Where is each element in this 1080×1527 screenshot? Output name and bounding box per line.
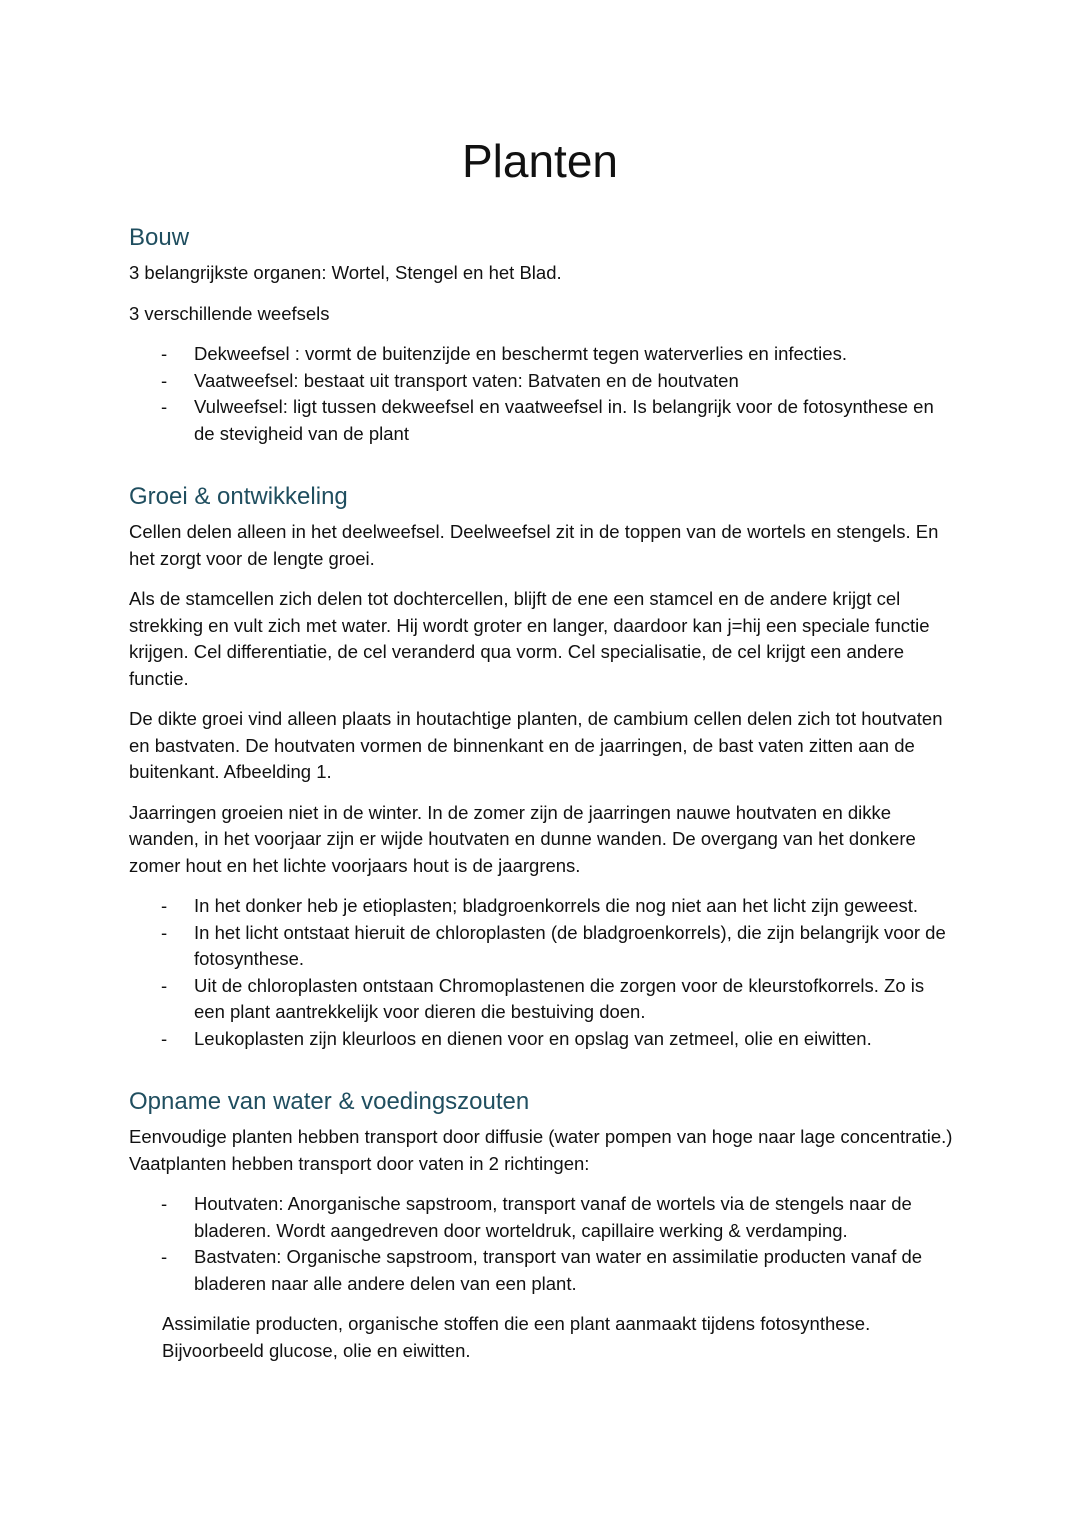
paragraph: Jaarringen groeien niet in de winter. In de zomer zijn de jaarringen nauwe houtvaten en dikke wanden, in het voorjaar zijn er wijde houtvaten en dunne wanden. De overgang van het donkere zomer hout en het lichte voorjaars hout is de jaargrens. [129, 801, 916, 876]
dash-bullet: - [161, 1193, 168, 1214]
paragraph: Als de stamcellen zich delen tot dochtercellen, blijft de ene een stamcel en de andere krijgt cel strekking en vult zich met water. Hij wordt groter en langer, daardoor kan j=hij een speciale functie krijgen. Cel differentiatie, de cel veranderd qua vorm. Cel specialisatie, de cel krijgt een andere functie. [129, 588, 930, 689]
dash-bullet: - [161, 974, 168, 996]
paragraph: Eenvoudige planten hebben transport door diffusie (water pompen van hoge naar lage concentratie.) Vaatplanten hebben transport door vaten in 2 richtingen: [129, 1126, 953, 1174]
section-heading-groei: Groei & ontwikkeling [129, 483, 348, 510]
section-heading-bouw: Bouw [129, 224, 190, 251]
list-item [129, 1191, 959, 1244]
section-heading-opname: Opname van water & voedingszouten [129, 1088, 530, 1115]
list-item-text: Houtvaten: Anorganische sapstroom, transport vanaf de wortels via de stengels naar de bladeren. Wordt aangedreven door worteldruk, capillaire werking & verdamping. [194, 1193, 912, 1241]
page-title: Planten [461, 135, 618, 187]
document-content [129, 222, 959, 1378]
list-item-text: Bastvaten: Organische sapstroom, transport van water en assimilatie producten vanaf de bladeren naar alle andere delen van een plant. [194, 1246, 923, 1294]
dash-bullet: - [161, 921, 168, 943]
list-item-text: Vulweefsel: ligt tussen dekweefsel en vaatweefsel in. Is belangrijk voor de fotosynthese en de stevigheid van de plant [194, 396, 934, 444]
section-opname [129, 1086, 959, 1364]
dash-bullet: - [161, 343, 168, 364]
list-item-text: Dekweefsel : vormt de buitenzijde en beschermt tegen waterverlies en infecties. [194, 343, 847, 364]
paragraph: 3 verschillende weefsels [129, 302, 330, 324]
dash-bullet: - [161, 369, 168, 391]
dash-bullet: - [161, 1246, 168, 1267]
bullet-list [129, 893, 959, 1052]
dash-bullet: - [161, 895, 168, 916]
paragraph: De dikte groei vind alleen plaats in houtachtige planten, de cambium cellen delen zich tot houtvaten en bastvaten. De houtvaten vormen de binnenkant en de jaarringen, de bast vaten zitten aan de buitenkant. Afbeelding 1. [129, 708, 943, 782]
list-item [129, 893, 959, 920]
section-bouw [129, 222, 959, 447]
list-item-text: Leukoplasten zijn kleurloos en dienen voor en opslag van zetmeel, olie en eiwitten. [194, 1027, 872, 1049]
section-groei [129, 481, 959, 1052]
list-item [129, 1026, 959, 1053]
list-item-text: Vaatweefsel: bestaat uit transport vaten: Batvaten en de houtvaten [194, 369, 739, 391]
list-item [129, 920, 959, 973]
list-item [129, 368, 959, 395]
list-item-text: In het licht ontstaat hieruit de chloroplasten (de bladgroenkorrels), die zijn belangrijk voor de fotosynthese. [194, 921, 946, 969]
list-item [129, 1244, 959, 1297]
list-item [129, 973, 959, 1026]
list-item-text: Uit de chloroplasten ontstaan Chromoplastenen die zorgen voor de kleurstofkorrels. Zo is een plant aantrekkelijk voor dieren die bestuiving doen. [194, 974, 925, 1022]
list-item-text: In het donker heb je etioplasten; bladgroenkorrels die nog niet aan het licht zijn geweest. [194, 895, 919, 916]
paragraph: Cellen delen alleen in het deelweefsel. Deelweefsel zit in de toppen van de wortels en stengels. En het zorgt voor de lengte groei. [129, 521, 939, 569]
list-item [129, 341, 959, 368]
dash-bullet: - [161, 396, 168, 417]
paragraph: 3 belangrijkste organen: Wortel, Stengel en het Blad. [129, 262, 562, 283]
list-item [129, 394, 959, 447]
indented-paragraph: Assimilatie producten, organische stoffen die een plant aanmaakt tijdens fotosynthese. Bijvoorbeeld glucose, olie en eiwitten. [162, 1313, 871, 1361]
bullet-list [129, 1191, 959, 1297]
bullet-list [129, 341, 959, 447]
dash-bullet: - [161, 1027, 168, 1049]
